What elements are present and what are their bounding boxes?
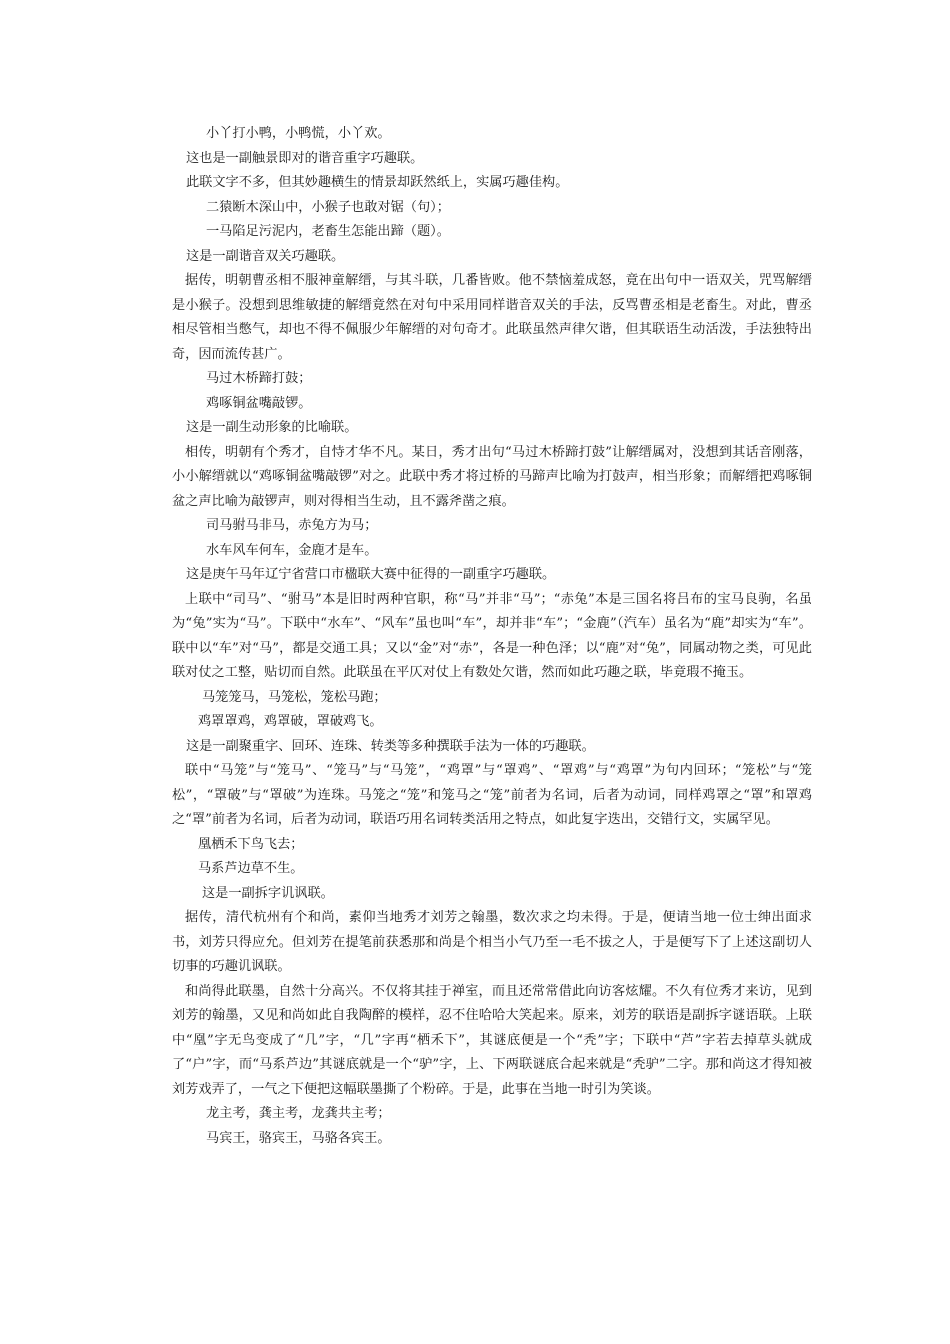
couplet-line: 龙主考，龚主考，龙龚共主考； bbox=[206, 1106, 391, 1121]
commentary-paragraph: 上联中“司马”、“驸马”本是旧时两种官职，称“马”并非“马”；“赤兔”本是三国名将吕布的宝马良驹，名虽为“兔”实为“马”。下联中“水车”、“风车”虽也叫“车”，却并非“车”；“金鹿”（汽车）虽名为“鹿”却实为“车”。联中以“车”对“马”，都是交通工具；又以“金”对“赤”，各是一种色泽；以“鹿”对“兔”，同属动物之类，可见此联对仗之工整，贴切而自然。此联虽在平仄对仗上有数处欠谐，然而如此巧趣之联，毕竟瑕不掩玉。 bbox=[172, 591, 812, 680]
couplet-line: 凰栖禾下鸟飞去； bbox=[198, 836, 304, 852]
commentary-line: 这也是一副触景即对的谐音重字巧趣联。 bbox=[186, 150, 424, 166]
couplet-line: 小丫打小鸭，小鸭慌，小丫欢。 bbox=[206, 126, 391, 141]
commentary-line: 此联文字不多，但其妙趣横生的情景却跃然纸上，实属巧趣佳构。 bbox=[186, 175, 569, 190]
couplet-line: 马宾王，骆宾王，马骆各宾王。 bbox=[206, 1130, 391, 1146]
couplet-line: 马系芦边草不生。 bbox=[198, 861, 304, 876]
couplet-line: 鸡啄铜盆嘴敲锣。 bbox=[206, 395, 312, 411]
commentary-paragraph: 据传，明朝曹丞相不服神童解缙，与其斗联，几番皆败。他不禁恼羞成怒，竟在出句中一语双关，咒骂解缙是小猴子。没想到思维敏捷的解缙竟然在对句中采用同样谐音双关的手法，反骂曹丞相是老畜生。对此，曹丞相尽管相当憋气，却也不得不佩服少年解缙的对句奇才。此联虽然声律欠谐，但其联语生动活泼，手法独特出奇，因而流传甚广。 bbox=[172, 273, 812, 362]
commentary-line: 这是一副谐音双关巧趣联。 bbox=[186, 248, 345, 264]
couplet-line: 水车风车何车，金鹿才是车。 bbox=[206, 542, 378, 558]
commentary-line: 这是一副聚重字、回环、连珠、转类等多种撰联手法为一体的巧趣联。 bbox=[186, 738, 595, 754]
couplet-line: 司马驸马非马，赤兔方为马； bbox=[206, 518, 378, 533]
couplet-line: 马笼笼马，马笼松，笼松马跑； bbox=[202, 689, 387, 705]
commentary-paragraph: 联中“马笼”与“笼马”、“笼马”与“马笼”，“鸡罩”与“罩鸡”、“罩鸡”与“鸡罩”为句内回环；“笼松”与“笼松”，“罩破”与“罩破”为连珠。马笼之“笼”和笼马之“笼”前者为名词，后者为动词，同样鸡罩之“罩”和罩鸡之“罩”前者为名词，后者为动词，联语巧用名词转类活用之特点，如此复字迭出，交错行文，实属罕见。 bbox=[172, 763, 812, 827]
commentary-paragraph: 据传，清代杭州有个和尚，素仰当地秀才刘芳之翰墨，数次求之均未得。于是，便请当地一位士绅出面求书，刘芳只得应允。但刘芳在提笔前获悉那和尚是个相当小气乃至一毛不拔之人，于是便写下了上述这副切人切事的巧趣讥讽联。 bbox=[172, 910, 812, 974]
commentary-line: 这是庚午马年辽宁省营口市楹联大赛中征得的一副重字巧趣联。 bbox=[186, 567, 556, 582]
couplet-line: 马过木桥蹄打鼓； bbox=[206, 371, 312, 386]
couplet-line: 二猿断木深山中，小猴子也敢对锯（句）； bbox=[206, 199, 450, 215]
commentary-paragraph: 和尚得此联墨，自然十分高兴。不仅将其挂于禅室，而且还常常借此向访客炫耀。不久有位秀才来访，见到刘芳的翰墨，又见和尚如此自我陶醉的模样，忍不住哈哈大笑起来。原来，刘芳的联语是副拆字谜语联。上联中“凰”字无鸟变成了“几”字，“几”字再“栖禾下”，其谜底便是一个“秃”字；下联中“芦”字若去掉草头就成了“户”字，而“马系芦边”其谜底就是一个“驴”字，上、下两联谜底合起来就是“秃驴”二字。那和尚这才得知被刘芳戏弄了，一气之下便把这幅联墨撕了个粉碎。于是，此事在当地一时引为笑谈。 bbox=[172, 983, 812, 1097]
commentary-paragraph: 相传，明朝有个秀才，自恃才华不凡。某日，秀才出句“马过木桥蹄打鼓”让解缙属对，没想到其话音刚落，小小解缙就以“鸡啄铜盆嘴敲锣”对之。此联中秀才将过桥的马蹄声比喻为打鼓声，相当形象；而解缙把鸡啄铜盆之声比喻为敲锣声，则对得相当生动，且不露斧凿之痕。 bbox=[172, 444, 812, 509]
couplet-line: 一马陷足污泥内，老畜生怎能出蹄（题）。 bbox=[206, 224, 450, 239]
commentary-line: 这是一副生动形象的比喻联。 bbox=[186, 420, 358, 435]
couplet-line: 鸡罩罩鸡，鸡罩破，罩破鸡飞。 bbox=[198, 714, 383, 729]
document-body bbox=[172, 122, 812, 1151]
commentary-line: 这是一副拆字讥讽联。 bbox=[202, 885, 334, 901]
